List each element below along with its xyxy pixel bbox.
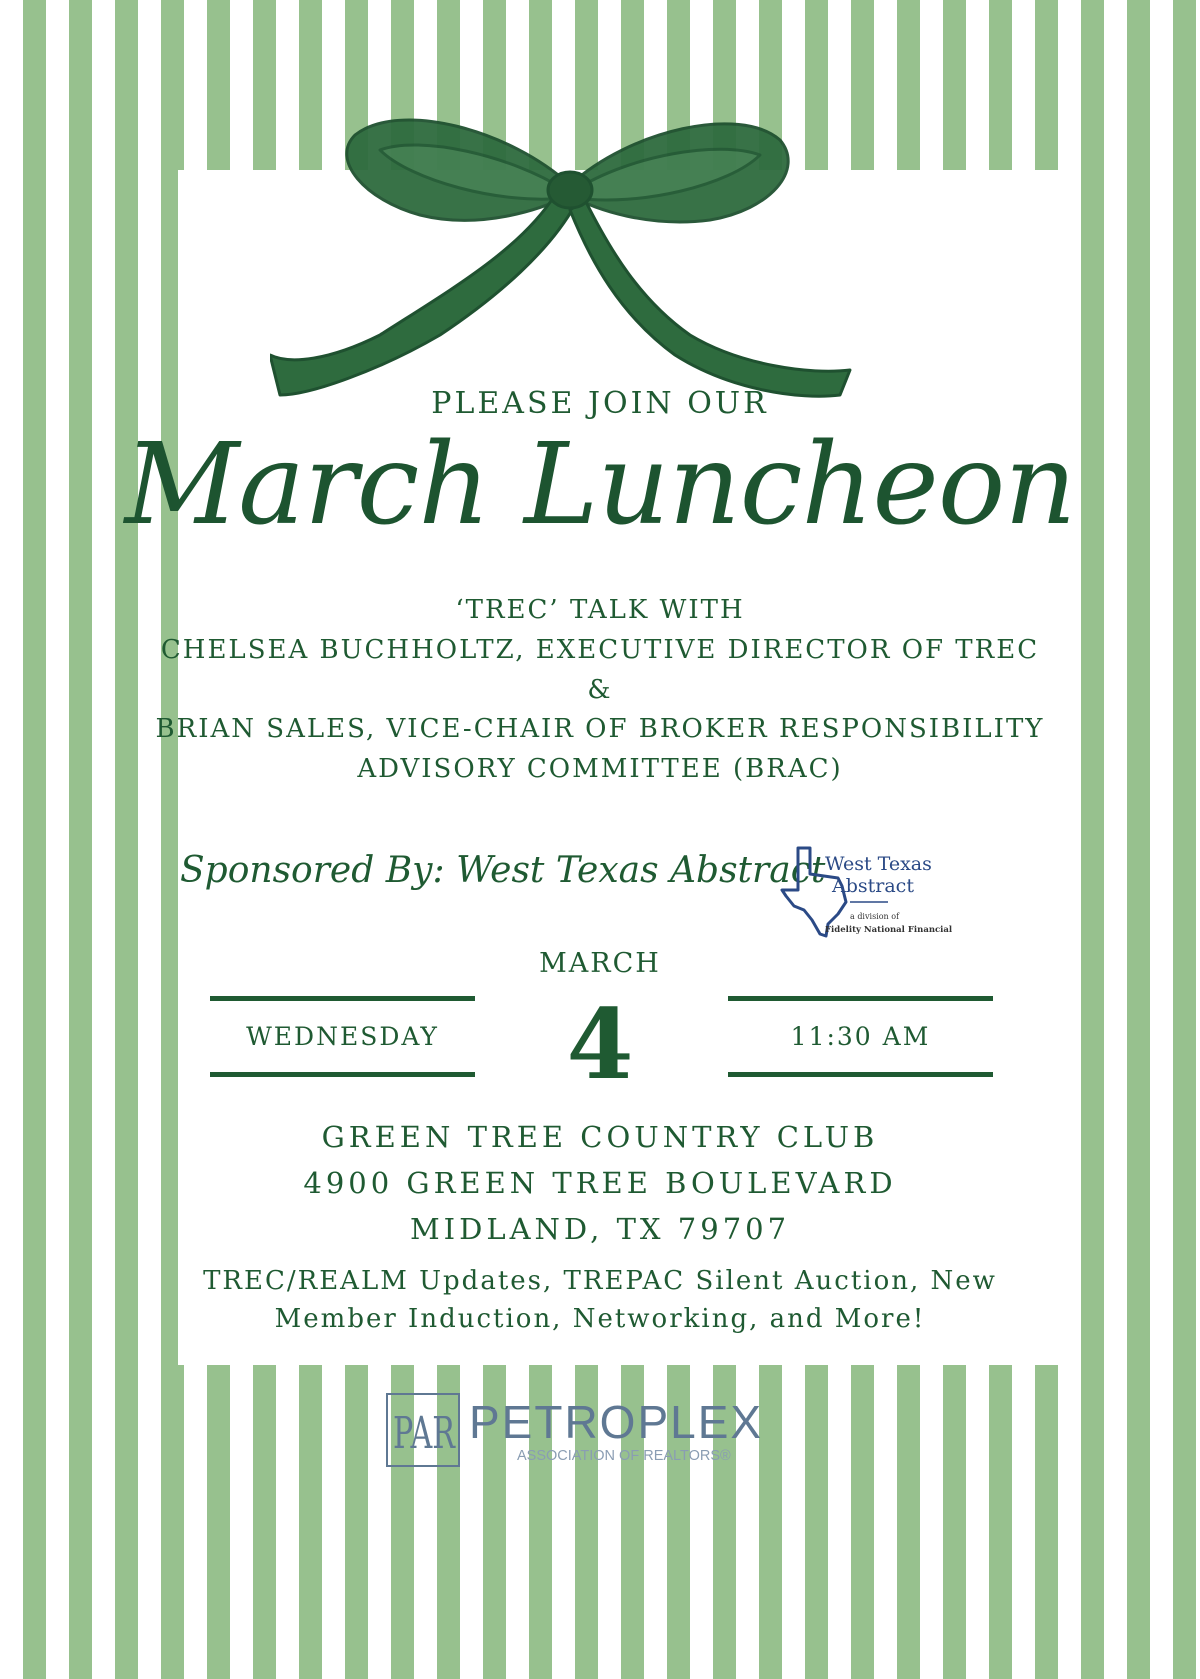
weekday-label: WEDNESDAY	[246, 1022, 439, 1051]
wta-division: a division of	[850, 912, 900, 921]
venue-city: MIDLAND, TX 79707	[409, 1212, 791, 1246]
west-texas-abstract-logo	[780, 840, 960, 945]
invite-line: PLEASE JOIN OUR	[431, 386, 769, 421]
petroplex-name: PETROPLEX	[469, 1396, 764, 1448]
wta-name-line2: Abstract	[832, 875, 914, 897]
speaker-intro: ‘TREC’ TALK WITH	[455, 595, 745, 625]
rule-left-bottom	[210, 1072, 475, 1077]
speaker-ampersand: &	[587, 675, 613, 705]
agenda-line-one: TREC/REALM Updates, TREPAC Silent Auction, New	[203, 1266, 997, 1296]
speaker-two: BRIAN SALES, VICE-CHAIR OF BROKER RESPONSIBILITY	[155, 714, 1045, 744]
venue-name: GREEN TREE COUNTRY CLUB	[321, 1120, 879, 1154]
rule-left-top	[210, 996, 475, 1001]
month-label: MARCH	[539, 948, 661, 979]
time-label: 11:30 AM	[790, 1022, 931, 1051]
speaker-one: CHELSEA BUCHHOLTZ, EXECUTIVE DIRECTOR OF TREC	[160, 635, 1040, 665]
ribbon-bow-icon	[270, 110, 870, 400]
wta-parent: Fidelity National Financial	[825, 925, 953, 935]
agenda-line-two: Member Induction, Networking, and More!	[274, 1304, 926, 1334]
event-title: March Luncheon	[124, 420, 1076, 550]
sponsor-text: Sponsored By: West Texas Abstract	[180, 850, 826, 891]
rule-right-top	[728, 996, 993, 1001]
speaker-two-committee: ADVISORY COMMITTEE (BRAC)	[357, 754, 843, 784]
par-monogram: PAR	[393, 1408, 457, 1459]
day-number: 4	[566, 988, 634, 1101]
petroplex-logo	[385, 1390, 825, 1470]
wta-name-line1: West Texas	[825, 853, 932, 875]
venue-street: 4900 GREEN TREE BOULEVARD	[303, 1166, 897, 1200]
petroplex-subtitle: ASSOCIATION OF REALTORS®	[517, 1448, 731, 1464]
rule-right-bottom	[728, 1072, 993, 1077]
